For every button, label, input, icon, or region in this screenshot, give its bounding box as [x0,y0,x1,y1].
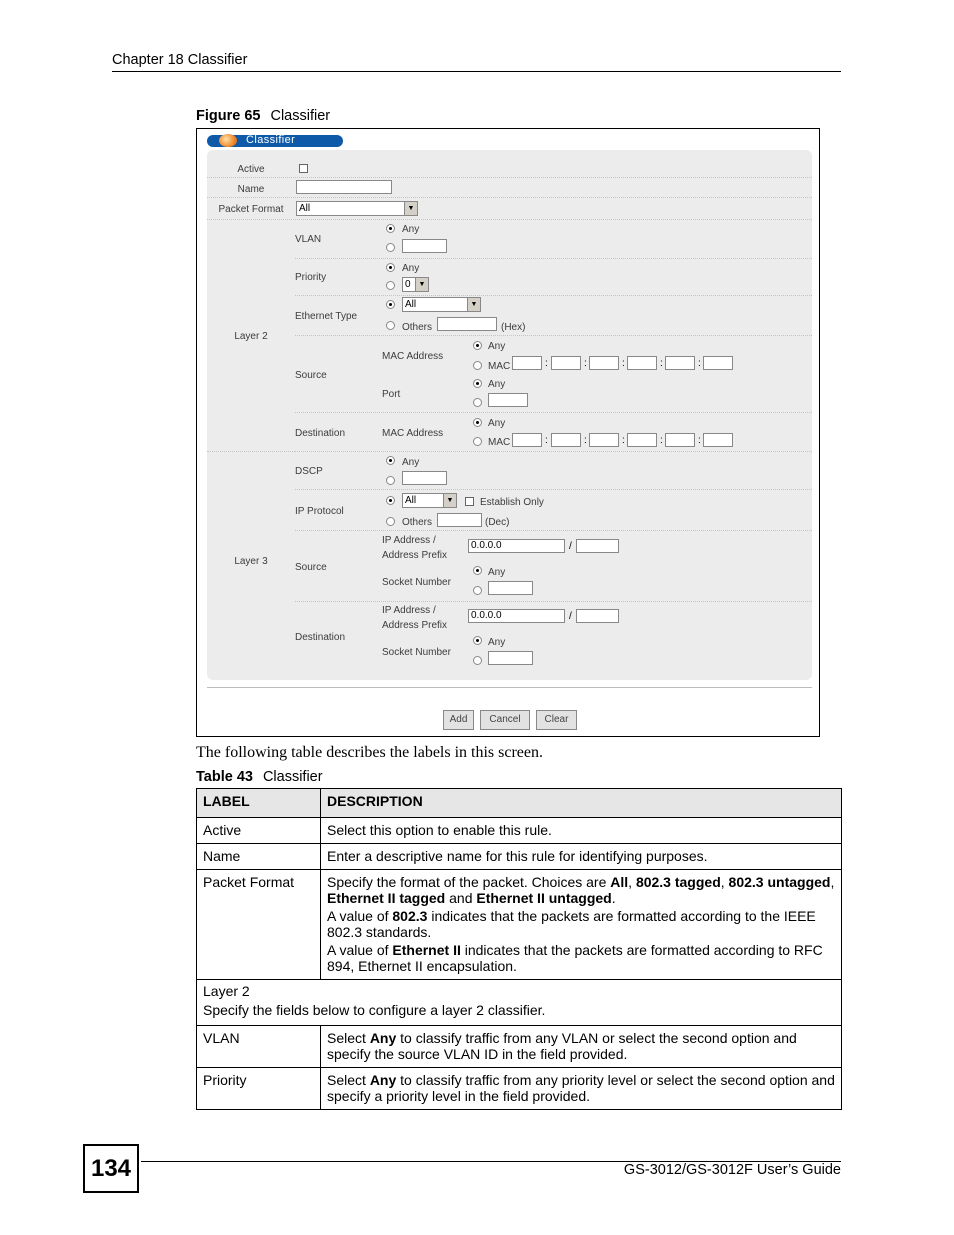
establish-only-label: Establish Only [480,497,544,508]
ethertype-others-label: Others [402,322,433,333]
dst-mac-octet-5[interactable] [665,433,695,447]
name-label: Name [237,184,265,195]
description-table [196,788,842,1110]
ip-protocol-dec-input[interactable] [437,513,482,527]
chevron-down-icon: ▼ [415,278,428,291]
section-title: Layer 2 [203,983,250,999]
src-port-any-label: Any [488,379,506,390]
cancel-button[interactable]: Cancel [480,710,530,730]
row-description: Select Any to classify traffic from any priority level or select the second option and specify a priority level in the field provided. [321,1068,842,1110]
src-socket-label: Socket Number [382,577,451,588]
ip-protocol-label: IP Protocol [295,506,344,517]
src-ip-prefix-label-1: IP Address / [382,535,436,546]
layer3-label: Layer 3 [234,556,268,567]
table-title: Classifier [262,769,323,785]
src-socket-input[interactable] [488,581,533,595]
row-label: Active [197,818,321,844]
mac-colon: : [584,435,587,446]
src-mac-octet-3[interactable] [589,356,619,370]
row-divider [295,452,812,490]
row-label: Priority [197,1068,321,1110]
mac-colon: : [545,358,548,369]
dscp-any-radio[interactable] [386,456,395,465]
clear-button[interactable]: Clear [536,710,577,730]
dst-ip-input[interactable]: 0.0.0.0 [468,609,565,623]
ip-protocol-select[interactable] [402,493,457,508]
packet-format-label: Packet Format [218,204,284,215]
name-input[interactable] [296,180,392,194]
priority-label: Priority [295,272,327,283]
dscp-label: DSCP [295,466,323,477]
mac-colon: : [622,358,625,369]
mac-colon: : [545,435,548,446]
mac-colon: : [660,435,663,446]
packet-format-select[interactable] [296,201,418,216]
mac-colon: : [698,435,701,446]
mac-colon: : [698,358,701,369]
dst-mac-label: MAC [488,437,511,448]
dst-mac-octet-4[interactable] [627,433,657,447]
dst-mac-octet-3[interactable] [589,433,619,447]
src-port-radio[interactable] [473,398,482,407]
mac-colon: : [584,358,587,369]
ip-protocol-value: All [405,495,417,506]
src-mac-octet-1[interactable] [512,356,542,370]
src-port-label: Port [382,389,401,400]
table-row [197,870,842,980]
intro-text: The following table describes the labels in this screen. [196,744,544,761]
active-checkbox[interactable] [299,164,308,173]
chevron-down-icon: ▼ [467,298,480,311]
row-divider [295,490,812,531]
ethertype-hex-input[interactable] [437,317,497,331]
row-description [321,870,842,980]
dscp-input[interactable] [402,471,447,485]
vlan-id-radio[interactable] [386,243,395,252]
ethernet-type-select[interactable] [402,297,481,312]
priority-select[interactable] [402,277,429,292]
src-mac-address-label: MAC Address [382,351,444,362]
dst-socket-any-radio[interactable] [473,636,482,645]
dst-socket-input[interactable] [488,651,533,665]
packet-format-para-2: A value of 802.3 indicates that the packets are formatted according to the IEEE 802.3 standards. [327,908,816,940]
row-description: Enter a descriptive name for this rule for identifying purposes. [321,844,842,870]
ethertype-preset-radio[interactable] [386,300,395,309]
dst-ip-prefix-label-1: IP Address / [382,605,436,616]
header-rule [112,71,841,72]
chevron-down-icon: ▼ [443,494,456,507]
ethertype-others-radio[interactable] [386,321,395,330]
src-mac-any-radio[interactable] [473,341,482,350]
src-ip-input[interactable]: 0.0.0.0 [468,539,565,553]
row-divider [295,259,812,296]
dscp-any-label: Any [402,457,420,468]
dst-mac-any-radio[interactable] [473,418,482,427]
src-port-any-radio[interactable] [473,379,482,388]
vlan-any-radio[interactable] [386,224,395,233]
packet-format-value: All [299,203,311,214]
src-mac-radio[interactable] [473,361,482,370]
src-mac-octet-5[interactable] [665,356,695,370]
row-divider [295,336,812,413]
header-description: DESCRIPTION [321,789,842,818]
priority-any-radio[interactable] [386,263,395,272]
src-ip-prefix-label-2: Address Prefix [382,550,448,561]
ip-protocol-preset-radio[interactable] [386,496,395,505]
src-socket-any-label: Any [488,567,506,578]
src-prefix-input[interactable] [576,539,619,553]
row-label: Name [197,844,321,870]
page-number: 134 [83,1144,139,1193]
src-mac-octet-2[interactable] [551,356,581,370]
src-mac-octet-6[interactable] [703,356,733,370]
vlan-any-label: Any [402,224,420,235]
l2-destination-label: Destination [295,428,346,439]
add-button[interactable]: Add [443,710,474,730]
src-mac-any-label: Any [488,341,506,352]
dscp-value-radio[interactable] [386,476,395,485]
src-mac-octet-4[interactable] [627,356,657,370]
table-header-row [197,789,842,818]
chevron-down-icon: ▼ [404,202,417,215]
vlan-label: VLAN [295,234,322,245]
table-row [197,1068,842,1110]
section-description [197,980,842,1026]
priority-any-label: Any [402,263,420,274]
ip-protocol-others-label: Others [402,517,433,528]
section-text: Specify the fields below to configure a layer 2 classifier. [203,1002,546,1018]
packet-format-para-1: Specify the format of the packet. Choices are All, 802.3 tagged, 802.3 untagged, Ethernet II tagged and Ethernet II untagged. [327,874,835,906]
panel-separator [207,687,812,688]
src-socket-any-radio[interactable] [473,566,482,575]
mac-colon: : [622,435,625,446]
hex-label: (Hex) [501,322,526,333]
vlan-id-input[interactable] [402,239,447,253]
priority-value: 0 [405,279,411,290]
prefix-slash: / [569,541,572,552]
row-label: Packet Format [197,870,321,980]
figure-caption [196,108,330,124]
dst-socket-any-label: Any [488,637,506,648]
chapter-header: Chapter 18 Classifier [112,52,248,68]
row-divider [207,160,812,178]
dst-mac-octet-6[interactable] [703,433,733,447]
mac-colon: : [660,358,663,369]
row-divider [295,296,812,336]
orb-icon [219,134,237,147]
dec-label: (Dec) [485,517,510,528]
dst-socket-radio[interactable] [473,656,482,665]
src-socket-radio[interactable] [473,586,482,595]
establish-only-checkbox[interactable] [465,497,474,506]
panel-title: Classifier [246,134,296,146]
l2-source-label: Source [295,370,327,381]
dst-socket-label: Socket Number [382,647,451,658]
src-mac-label: MAC [488,361,511,372]
dst-mac-address-label: MAC Address [382,428,444,439]
dst-mac-octet-1[interactable] [512,433,542,447]
table-row [197,844,842,870]
l3-destination-label: Destination [295,632,346,643]
figure-title: Classifier [270,108,331,124]
packet-format-para-3: A value of Ethernet II indicates that the packets are formatted according to RFC 894, Ethernet II encapsulation. [327,942,823,974]
active-label: Active [237,164,265,175]
row-description: Select Any to classify traffic from any VLAN or select the second option and specify the source VLAN ID in the field provided. [321,1026,842,1068]
dst-mac-radio[interactable] [473,437,482,446]
l3-source-label: Source [295,562,327,573]
figure-label: Figure 65 [196,108,261,124]
dst-prefix-input[interactable] [576,609,619,623]
table-caption [196,769,323,785]
dst-ip-prefix-label-2: Address Prefix [382,620,448,631]
table-row [197,1026,842,1068]
ethernet-type-value: All [405,299,417,310]
row-divider [295,220,812,259]
priority-value-radio[interactable] [386,281,395,290]
layer2-label: Layer 2 [234,331,268,342]
row-description: Select this option to enable this rule. [321,818,842,844]
prefix-slash: / [569,611,572,622]
table-section-row [197,980,842,1026]
dst-mac-octet-2[interactable] [551,433,581,447]
src-port-input[interactable] [488,393,528,407]
ethernet-type-label: Ethernet Type [295,311,358,322]
dst-mac-any-label: Any [488,418,506,429]
row-label: VLAN [197,1026,321,1068]
table-row [197,818,842,844]
table-label: Table 43 [196,769,253,785]
header-label: LABEL [197,789,321,818]
ip-protocol-others-radio[interactable] [386,517,395,526]
guide-title: GS-3012/GS-3012F User’s Guide [623,1162,841,1178]
